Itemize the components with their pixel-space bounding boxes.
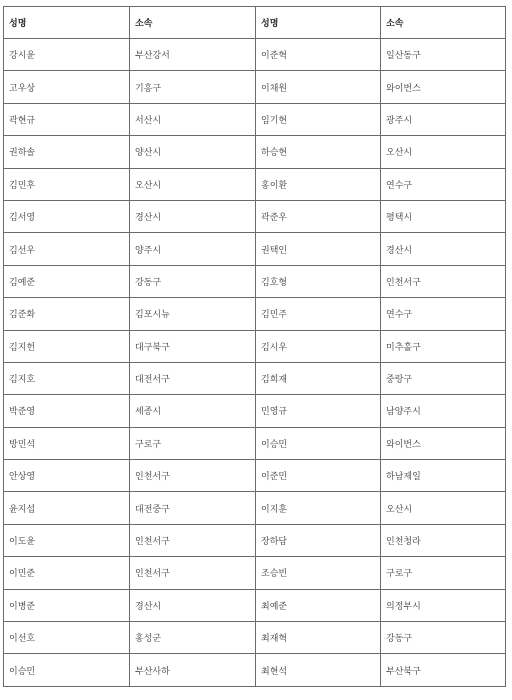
cell-name-right: 민영규 xyxy=(256,395,381,427)
cell-affiliation-left: 양산시 xyxy=(130,136,256,168)
table-row xyxy=(4,200,506,232)
table-header xyxy=(4,7,506,39)
cell-affiliation-right: 미추홀구 xyxy=(381,330,506,362)
table-row xyxy=(4,330,506,362)
cell-name-right: 임기현 xyxy=(256,103,381,135)
cell-affiliation-right: 남양주시 xyxy=(381,395,506,427)
cell-affiliation-left: 경산시 xyxy=(130,200,256,232)
cell-name-right: 최예준 xyxy=(256,589,381,621)
cell-affiliation-right: 일산동구 xyxy=(381,39,506,71)
cell-affiliation-right: 인천서구 xyxy=(381,265,506,297)
cell-affiliation-right: 의정부시 xyxy=(381,589,506,621)
header-row xyxy=(4,7,506,39)
cell-affiliation-left: 대전서구 xyxy=(130,362,256,394)
table-row xyxy=(4,168,506,200)
cell-affiliation-left: 양주시 xyxy=(130,233,256,265)
table-row xyxy=(4,136,506,168)
table-row xyxy=(4,39,506,71)
cell-affiliation-left: 대구북구 xyxy=(130,330,256,362)
cell-affiliation-left: 부산사하 xyxy=(130,654,256,686)
cell-name-left: 방민석 xyxy=(4,427,130,459)
table-row xyxy=(4,71,506,103)
cell-affiliation-right: 인천청라 xyxy=(381,524,506,556)
table-row xyxy=(4,492,506,524)
cell-affiliation-right: 와이번스 xyxy=(381,427,506,459)
cell-affiliation-left: 구로구 xyxy=(130,427,256,459)
cell-name-right: 하승현 xyxy=(256,136,381,168)
cell-affiliation-right: 연수구 xyxy=(381,298,506,330)
cell-name-right: 김민주 xyxy=(256,298,381,330)
roster-table xyxy=(3,6,506,687)
cell-name-right: 이승민 xyxy=(256,427,381,459)
cell-affiliation-right: 연수구 xyxy=(381,168,506,200)
cell-name-right: 최현석 xyxy=(256,654,381,686)
table-body xyxy=(4,39,506,687)
table-row xyxy=(4,557,506,589)
cell-affiliation-left: 김포시뉴 xyxy=(130,298,256,330)
cell-name-left: 김서영 xyxy=(4,200,130,232)
cell-affiliation-right: 평택시 xyxy=(381,200,506,232)
cell-name-left: 안상영 xyxy=(4,460,130,492)
table-row xyxy=(4,622,506,654)
table-row xyxy=(4,524,506,556)
cell-affiliation-left: 대전중구 xyxy=(130,492,256,524)
cell-affiliation-left: 경산시 xyxy=(130,589,256,621)
cell-name-right: 이준혁 xyxy=(256,39,381,71)
cell-name-right: 홍이환 xyxy=(256,168,381,200)
cell-affiliation-right: 오산시 xyxy=(381,492,506,524)
table-row xyxy=(4,362,506,394)
table-row xyxy=(4,589,506,621)
cell-name-right: 이지훈 xyxy=(256,492,381,524)
cell-affiliation-right: 강동구 xyxy=(381,622,506,654)
cell-affiliation-left: 인천서구 xyxy=(130,524,256,556)
cell-name-left: 이승민 xyxy=(4,654,130,686)
cell-affiliation-left: 오산시 xyxy=(130,168,256,200)
roster-table-container xyxy=(3,6,505,687)
cell-name-right: 김시우 xyxy=(256,330,381,362)
cell-affiliation-right: 오산시 xyxy=(381,136,506,168)
cell-affiliation-right: 부산북구 xyxy=(381,654,506,686)
cell-name-left: 김지헌 xyxy=(4,330,130,362)
table-row xyxy=(4,427,506,459)
cell-affiliation-left: 강동구 xyxy=(130,265,256,297)
cell-affiliation-left: 인천서구 xyxy=(130,460,256,492)
table-row xyxy=(4,103,506,135)
cell-name-left: 이병준 xyxy=(4,589,130,621)
cell-affiliation-left: 서산시 xyxy=(130,103,256,135)
cell-name-left: 김선우 xyxy=(4,233,130,265)
cell-affiliation-left: 부산강서 xyxy=(130,39,256,71)
cell-name-right: 장하담 xyxy=(256,524,381,556)
cell-name-left: 권하솔 xyxy=(4,136,130,168)
cell-name-left: 곽현규 xyxy=(4,103,130,135)
header-affiliation-2: 소속 xyxy=(381,7,506,39)
cell-name-left: 이민준 xyxy=(4,557,130,589)
table-row xyxy=(4,460,506,492)
cell-name-left: 김지호 xyxy=(4,362,130,394)
cell-name-left: 강시윤 xyxy=(4,39,130,71)
table-row xyxy=(4,395,506,427)
cell-affiliation-left: 홍성군 xyxy=(130,622,256,654)
cell-name-right: 김희재 xyxy=(256,362,381,394)
cell-name-left: 윤지섭 xyxy=(4,492,130,524)
cell-affiliation-right: 광주시 xyxy=(381,103,506,135)
cell-affiliation-right: 중랑구 xyxy=(381,362,506,394)
cell-name-right: 이채원 xyxy=(256,71,381,103)
table-row xyxy=(4,298,506,330)
cell-name-left: 김준화 xyxy=(4,298,130,330)
header-name-2: 성명 xyxy=(256,7,381,39)
cell-affiliation-right: 구로구 xyxy=(381,557,506,589)
cell-name-left: 김민후 xyxy=(4,168,130,200)
cell-affiliation-left: 기흥구 xyxy=(130,71,256,103)
header-affiliation-1: 소속 xyxy=(130,7,256,39)
table-row xyxy=(4,233,506,265)
cell-name-right: 조승빈 xyxy=(256,557,381,589)
cell-affiliation-right: 하남제일 xyxy=(381,460,506,492)
cell-name-right: 최재혁 xyxy=(256,622,381,654)
cell-name-right: 곽준우 xyxy=(256,200,381,232)
cell-name-left: 이선호 xyxy=(4,622,130,654)
cell-affiliation-right: 경산시 xyxy=(381,233,506,265)
table-row xyxy=(4,654,506,686)
cell-affiliation-left: 인천서구 xyxy=(130,557,256,589)
cell-affiliation-right: 와이번스 xyxy=(381,71,506,103)
cell-name-left: 박준영 xyxy=(4,395,130,427)
cell-name-left: 김예준 xyxy=(4,265,130,297)
cell-name-right: 이준민 xyxy=(256,460,381,492)
header-name-1: 성명 xyxy=(4,7,130,39)
cell-name-left: 이도윤 xyxy=(4,524,130,556)
cell-affiliation-left: 세종시 xyxy=(130,395,256,427)
cell-name-left: 고우상 xyxy=(4,71,130,103)
table-row xyxy=(4,265,506,297)
cell-name-right: 김호형 xyxy=(256,265,381,297)
cell-name-right: 권택인 xyxy=(256,233,381,265)
